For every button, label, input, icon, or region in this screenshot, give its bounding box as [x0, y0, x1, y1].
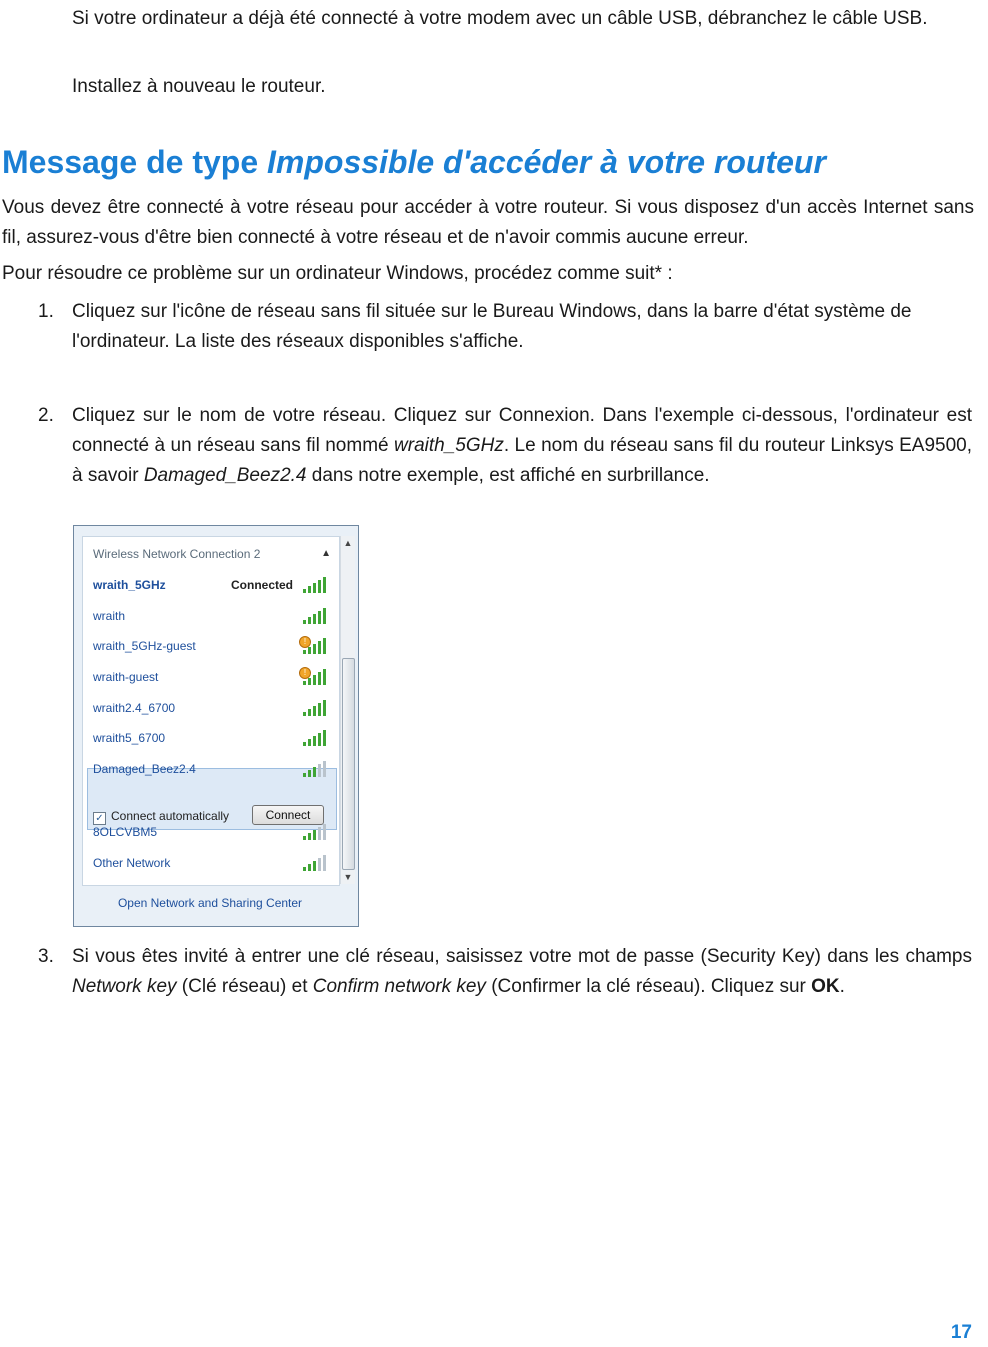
signal-strength-icon: [303, 700, 327, 716]
network-item-wraith-guest[interactable]: [93, 666, 333, 688]
step-2-part: . Le nom du réseau sans fil du routeur Linksys EA9500, à savoir: [72, 435, 973, 486]
step-3-number: 3.: [38, 946, 54, 967]
network-item-wraith-5ghz[interactable]: [93, 574, 333, 596]
signal-strength-icon: [303, 638, 327, 654]
step-3-confirm-key: Confirm network key: [312, 976, 486, 997]
network-item-wraith5-6700[interactable]: [93, 727, 333, 749]
signal-strength-icon: [303, 824, 327, 840]
wireless-network-flyout: [73, 525, 359, 927]
step-3-part: (Clé réseau) et: [176, 976, 313, 997]
scroll-up-icon[interactable]: ▲: [343, 538, 353, 548]
network-name: wraith: [93, 609, 126, 623]
connected-status: Connected: [231, 578, 294, 592]
network-item-damaged-beez2-4[interactable]: [93, 758, 333, 780]
scroll-down-icon[interactable]: ▼: [343, 872, 353, 882]
step-2-router-network-name: Damaged_Beez2.4: [143, 465, 307, 486]
signal-strength-icon: [303, 730, 327, 746]
signal-strength-icon: [303, 855, 327, 871]
page-number: 17: [950, 1322, 972, 1343]
step-3-network-key: Network key: [72, 976, 177, 997]
network-list-scrollbar[interactable]: [340, 536, 355, 884]
intro-paragraph-reinstall: Installez à nouveau le routeur.: [72, 76, 326, 97]
network-item-8olcvbm5[interactable]: [93, 821, 333, 843]
step-2-network-name: wraith_5GHz: [394, 435, 504, 456]
scrollbar-thumb[interactable]: [342, 658, 355, 870]
network-name: wraith-guest: [93, 670, 159, 684]
step-3-part: .: [839, 976, 845, 997]
intro-paragraph-usb: Si votre ordinateur a déjà été connecté à votre modem avec un câble USB, débranchez le câble USB.: [72, 8, 928, 29]
checkbox-check-icon[interactable]: ✓: [93, 812, 106, 825]
body-paragraph-connect: Vous devez être connecté à votre réseau pour accéder à votre routeur. Si vous disposez d'un accès Internet sans fil, assurez-vous d'être bien connecté à votre réseau et de n'avoir commis aucune erreur.: [2, 197, 974, 248]
step-3-ok: OK: [811, 976, 840, 997]
step-1-number: 1.: [38, 301, 54, 322]
connect-button[interactable]: Connect: [252, 805, 324, 825]
signal-strength-icon: [303, 669, 327, 685]
step-2-part: Cliquez sur le nom de votre réseau. Cliquez sur Connexion. Dans l'exemple ci-dessous, l'ordinateur est connecté à un réseau sans fil nommé: [72, 405, 972, 456]
network-item-wraith[interactable]: [93, 605, 333, 627]
collapse-caret-icon[interactable]: ▲: [321, 548, 331, 559]
step-3-part: Si vous êtes invité à entrer une clé réseau, saisissez votre mot de passe (Security Key) dans les champs: [72, 946, 972, 967]
network-name: Damaged_Beez2.4: [93, 762, 196, 776]
security-warning-icon: !: [299, 667, 311, 679]
network-item-other-network[interactable]: [93, 852, 333, 874]
step-3-part: (Confirmer la clé réseau). Cliquez sur: [485, 976, 812, 997]
step-2-number: 2.: [38, 405, 54, 426]
network-item-wraith-5ghz-guest[interactable]: [93, 635, 333, 657]
connect-automatically-label: Connect automatically: [111, 809, 230, 823]
network-name: wraith5_6700: [93, 731, 166, 745]
signal-strength-icon: [303, 577, 327, 593]
body-paragraph-windows: Pour résoudre ce problème sur un ordinateur Windows, procédez comme suit* :: [2, 263, 673, 284]
network-name: wraith2.4_6700: [93, 701, 176, 715]
heading-italic: Impossible d'accéder à votre routeur: [267, 144, 826, 180]
section-heading: [2, 140, 826, 184]
step-2-part: dans notre exemple, est affiché en surbrillance.: [306, 465, 710, 486]
network-list: [82, 536, 340, 886]
network-name: 8OLCVBM5: [93, 825, 158, 839]
network-sharing-center-link[interactable]: Open Network and Sharing Center: [117, 896, 303, 910]
signal-strength-icon: [303, 761, 327, 777]
step-1-text: Cliquez sur l'icône de réseau sans fil située sur le Bureau Windows, dans la barre d'état système de l'ordinateur. La liste des réseaux disponibles s'affiche.: [72, 301, 912, 352]
network-name: Other Network: [93, 856, 171, 870]
network-item-wraith2-4-6700[interactable]: [93, 697, 333, 719]
step-2-text: [72, 401, 972, 491]
signal-strength-icon: [303, 608, 327, 624]
network-name: wraith_5GHz: [93, 578, 166, 592]
security-warning-icon: !: [299, 636, 311, 648]
connection-header[interactable]: [93, 543, 333, 565]
heading-plain: Message de type: [2, 144, 267, 180]
step-3-text: [72, 942, 972, 1002]
connection-header-label: Wireless Network Connection 2: [93, 547, 261, 561]
network-name: wraith_5GHz-guest: [93, 639, 196, 653]
